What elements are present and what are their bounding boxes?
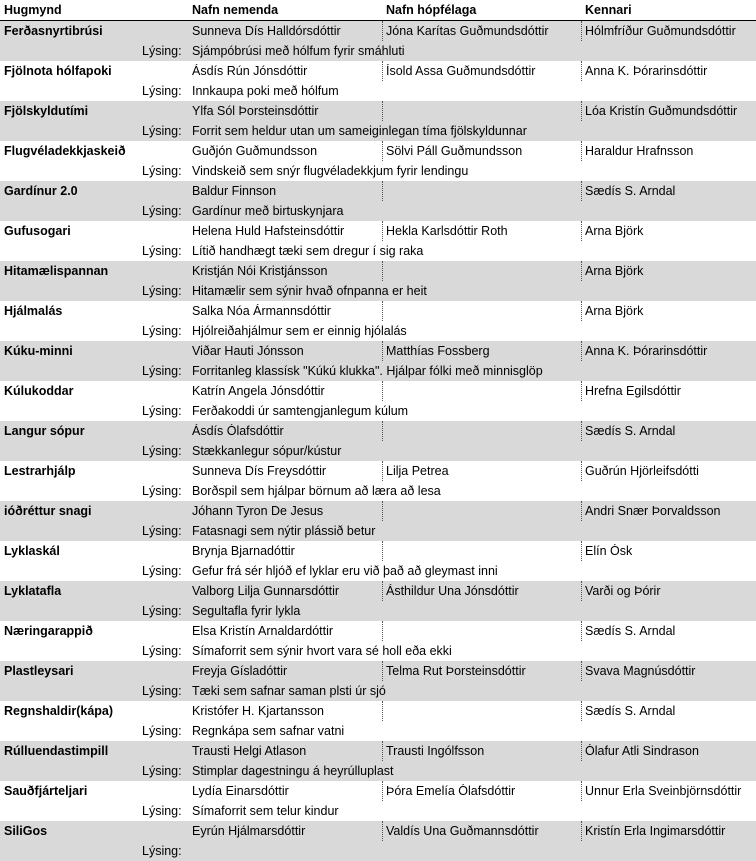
student-cell[interactable]: Kristján Nói Kristjánsson	[192, 264, 328, 278]
student-cell[interactable]: Jóhann Tyron De Jesus	[192, 504, 324, 518]
cell-divider	[581, 741, 582, 761]
cell-divider	[581, 61, 582, 81]
cell-divider	[382, 301, 383, 321]
student-cell[interactable]: Sunneva Dís Freysdóttir	[192, 464, 327, 478]
table-row	[0, 341, 756, 381]
cell-divider	[581, 341, 582, 361]
row-main	[0, 21, 756, 41]
cell-divider	[382, 261, 383, 281]
cell-divider	[581, 821, 582, 841]
student-cell[interactable]: Guðjón Guðmundsson	[192, 144, 318, 158]
row-description	[0, 601, 756, 621]
cell-divider	[581, 781, 582, 801]
row-description	[0, 561, 756, 581]
student-cell[interactable]: Trausti Helgi Atlason	[192, 744, 307, 758]
teacher-cell[interactable]: Varði og Þórir	[585, 584, 661, 598]
idea-cell[interactable]: Gufusogari	[4, 224, 71, 238]
teacher-cell[interactable]: Hrefna Egilsdóttir	[585, 384, 681, 398]
header-student: Nafn nemenda	[192, 3, 279, 17]
description-cell[interactable]: Forritanleg klassísk "Kúkú klukka". Hjálpar fólki með minnisglöp	[192, 364, 543, 378]
description-label: Lýsing:	[142, 684, 182, 698]
table-row	[0, 381, 756, 421]
table-row	[0, 501, 756, 541]
student-cell[interactable]: Viðar Hauti Jónsson	[192, 344, 304, 358]
row-description	[0, 41, 756, 61]
header-row	[0, 0, 756, 21]
idea-cell[interactable]: Lestrarhjálp	[4, 464, 76, 478]
description-label: Lýsing:	[142, 84, 182, 98]
cell-divider	[581, 381, 582, 401]
table-row	[0, 301, 756, 341]
cell-divider	[382, 461, 383, 481]
cell-divider	[581, 21, 582, 41]
description-cell[interactable]: Regnkápa sem safnar vatni	[192, 724, 345, 738]
idea-cell[interactable]: Rúlluendastimpill	[4, 744, 109, 758]
teacher-cell[interactable]: Arna Björk	[585, 304, 644, 318]
table-row	[0, 101, 756, 141]
row-description	[0, 801, 756, 821]
table-row	[0, 541, 756, 581]
idea-cell[interactable]: Ferðasnyrtibrúsi	[4, 24, 103, 38]
cell-divider	[581, 621, 582, 641]
idea-cell[interactable]: Kúlukoddar	[4, 384, 74, 398]
row-description	[0, 361, 756, 381]
cell-divider	[382, 61, 383, 81]
description-label: Lýsing:	[142, 244, 182, 258]
cell-divider	[581, 501, 582, 521]
row-description	[0, 281, 756, 301]
cell-divider	[581, 301, 582, 321]
description-cell[interactable]: Gefur frá sér hljóð ef lyklar eru við það að gleymast inni	[192, 564, 498, 578]
idea-cell[interactable]: Langur sópur	[4, 424, 85, 438]
idea-cell[interactable]: Gardínur 2.0	[4, 184, 78, 198]
student-cell[interactable]: Elsa Kristín Arnaldardóttir	[192, 624, 334, 638]
cell-divider	[581, 261, 582, 281]
row-description	[0, 401, 756, 421]
teacher-cell[interactable]: Svava Magnúsdóttir	[585, 664, 696, 678]
idea-cell[interactable]: Lyklatafla	[4, 584, 62, 598]
row-main	[0, 341, 756, 361]
student-cell[interactable]: Valborg Lilja Gunnarsdóttir	[192, 584, 340, 598]
row-main	[0, 461, 756, 481]
description-cell[interactable]: Tæki sem safnar saman plsti úr sjó	[192, 684, 386, 698]
cell-divider	[581, 141, 582, 161]
table-row	[0, 621, 756, 661]
idea-cell[interactable]: Flugvéladekkjaskeið	[4, 144, 126, 158]
row-main	[0, 141, 756, 161]
description-cell[interactable]: Borðspil sem hjálpar börnum að læra að lesa	[192, 484, 441, 498]
description-label: Lýsing:	[142, 484, 182, 498]
teacher-cell[interactable]: Sædís S. Arndal	[585, 184, 676, 198]
idea-cell[interactable]: Hjálmalás	[4, 304, 63, 318]
row-main	[0, 301, 756, 321]
cell-divider	[581, 421, 582, 441]
cell-divider	[581, 541, 582, 561]
description-label: Lýsing:	[142, 844, 182, 858]
teacher-cell[interactable]: Haraldur Hrafnsson	[585, 144, 694, 158]
idea-cell[interactable]: Fjölskyldutími	[4, 104, 89, 118]
row-main	[0, 381, 756, 401]
row-main	[0, 181, 756, 201]
group-cell[interactable]: Matthías Fossberg	[386, 344, 490, 358]
idea-cell[interactable]: Plastleysari	[4, 664, 74, 678]
table-row	[0, 701, 756, 741]
student-cell[interactable]: Ylfa Sól Þorsteinsdóttir	[192, 104, 319, 118]
idea-cell[interactable]: SiliGos	[4, 824, 48, 838]
student-cell[interactable]: Kristófer H. Kjartansson	[192, 704, 324, 718]
cell-divider	[382, 581, 383, 601]
description-label: Lýsing:	[142, 284, 182, 298]
idea-cell[interactable]: Næringarappið	[4, 624, 93, 638]
group-cell[interactable]: Ásthildur Una Jónsdóttir	[386, 584, 519, 598]
header-teacher: Kennari	[585, 3, 632, 17]
cell-divider	[382, 541, 383, 561]
group-cell[interactable]: Trausti Ingólfsson	[386, 744, 485, 758]
cell-divider	[382, 21, 383, 41]
description-label: Lýsing:	[142, 124, 182, 138]
cell-divider	[382, 101, 383, 121]
row-description	[0, 721, 756, 741]
teacher-cell[interactable]: Sædís S. Arndal	[585, 424, 676, 438]
student-cell[interactable]: Lydía Einarsdóttir	[192, 784, 289, 798]
description-cell[interactable]: Hjólreiðahjálmur sem er einnig hjólalás	[192, 324, 407, 338]
student-cell[interactable]: Eyrún Hjálmarsdóttir	[192, 824, 306, 838]
student-cell[interactable]: Salka Nóa Ármannsdóttir	[192, 304, 331, 318]
cell-divider	[581, 461, 582, 481]
teacher-cell[interactable]: Elín Ósk	[585, 544, 633, 558]
description-cell[interactable]: Stækkanlegur sópur/kústur	[192, 444, 342, 458]
cell-divider	[581, 221, 582, 241]
row-main	[0, 261, 756, 281]
cell-divider	[382, 181, 383, 201]
description-cell[interactable]: Forrit sem heldur utan um sameiginlegan tíma fjölskyldunnar	[192, 124, 527, 138]
row-description	[0, 121, 756, 141]
student-cell[interactable]: Sunneva Dís Halldórsdóttir	[192, 24, 341, 38]
cell-divider	[382, 341, 383, 361]
table-row	[0, 261, 756, 301]
row-description	[0, 481, 756, 501]
description-label: Lýsing:	[142, 364, 182, 378]
cell-divider	[382, 741, 383, 761]
row-main	[0, 741, 756, 761]
idea-cell[interactable]: Regnshaldir(kápa)	[4, 704, 114, 718]
description-cell[interactable]: Hitamælir sem sýnir hvað ofnpanna er heit	[192, 284, 427, 298]
description-cell[interactable]: Símaforrit sem telur kindur	[192, 804, 339, 818]
header-idea: Hugmynd	[4, 3, 62, 17]
table-row	[0, 821, 756, 861]
cell-divider	[382, 221, 383, 241]
cell-divider	[581, 701, 582, 721]
cell-divider	[382, 141, 383, 161]
description-cell[interactable]: Fatasnagi sem nýtir plássið betur	[192, 524, 376, 538]
table-row	[0, 781, 756, 821]
description-cell[interactable]: Gardínur með birtuskynjara	[192, 204, 344, 218]
idea-cell[interactable]: Sauðfjárteljari	[4, 784, 88, 798]
teacher-cell[interactable]: Sædís S. Arndal	[585, 624, 676, 638]
description-label: Lýsing:	[142, 724, 182, 738]
row-description	[0, 441, 756, 461]
teacher-cell[interactable]: Andri Snær Þorvaldsson	[585, 504, 721, 518]
row-main	[0, 621, 756, 641]
row-main	[0, 661, 756, 681]
description-cell[interactable]: Sjámpóbrúsi með hólfum fyrir smáhluti	[192, 44, 405, 58]
student-cell[interactable]: Brynja Bjarnadóttir	[192, 544, 295, 558]
group-cell[interactable]: Telma Rut Þorsteinsdóttir	[386, 664, 526, 678]
cell-divider	[581, 181, 582, 201]
cell-divider	[382, 781, 383, 801]
description-label: Lýsing:	[142, 604, 182, 618]
cell-divider	[382, 501, 383, 521]
row-main	[0, 781, 756, 801]
row-description	[0, 641, 756, 661]
description-label: Lýsing:	[142, 324, 182, 338]
table-body	[0, 21, 756, 861]
description-label: Lýsing:	[142, 564, 182, 578]
description-cell[interactable]: Segultafla fyrir lykla	[192, 604, 301, 618]
table-row	[0, 181, 756, 221]
description-label: Lýsing:	[142, 404, 182, 418]
cell-divider	[382, 701, 383, 721]
teacher-cell[interactable]: Guðrún Hjörleifsdótti	[585, 464, 699, 478]
teacher-cell[interactable]: Anna K. Þórarinsdóttir	[585, 344, 708, 358]
description-label: Lýsing:	[142, 524, 182, 538]
student-cell[interactable]: Baldur Finnson	[192, 184, 277, 198]
table-row	[0, 581, 756, 621]
row-main	[0, 501, 756, 521]
cell-divider	[382, 621, 383, 641]
group-cell[interactable]: Lilja Petrea	[386, 464, 449, 478]
group-cell[interactable]: Ísold Assa Guðmundsdóttir	[386, 64, 536, 78]
idea-cell[interactable]: Kúku-minni	[4, 344, 73, 358]
idea-cell[interactable]: ióðréttur snagi	[4, 504, 92, 518]
group-cell[interactable]: Jóna Karítas Guðmundsdóttir	[386, 24, 549, 38]
table-row	[0, 61, 756, 101]
student-cell[interactable]: Katrín Angela Jónsdóttir	[192, 384, 325, 398]
row-main	[0, 541, 756, 561]
row-main	[0, 221, 756, 241]
row-description	[0, 681, 756, 701]
row-main	[0, 421, 756, 441]
row-main	[0, 821, 756, 841]
teacher-cell[interactable]: Ólafur Atli Sindrason	[585, 744, 699, 758]
row-description	[0, 201, 756, 221]
description-cell[interactable]: Lítið handhægt tæki sem dregur í sig raka	[192, 244, 424, 258]
cell-divider	[382, 421, 383, 441]
teacher-cell[interactable]: Arna Björk	[585, 264, 644, 278]
row-description	[0, 241, 756, 261]
student-cell[interactable]: Ásdís Ólafsdóttir	[192, 424, 284, 438]
idea-cell[interactable]: Fjölnota hólfapoki	[4, 64, 112, 78]
table-row	[0, 421, 756, 461]
group-cell[interactable]: Þóra Emelía Ólafsdóttir	[386, 784, 516, 798]
student-cell[interactable]: Ásdís Rún Jónsdóttir	[192, 64, 308, 78]
row-main	[0, 101, 756, 121]
table-row	[0, 461, 756, 501]
teacher-cell[interactable]: Anna K. Þórarinsdóttir	[585, 64, 708, 78]
row-description	[0, 81, 756, 101]
cell-divider	[382, 821, 383, 841]
table-row	[0, 21, 756, 61]
group-cell[interactable]: Sölvi Páll Guðmundsson	[386, 144, 523, 158]
group-cell[interactable]: Valdís Una Guðmannsdóttir	[386, 824, 539, 838]
description-cell[interactable]: Innkaupa poki með hólfum	[192, 84, 339, 98]
teacher-cell[interactable]: Kristín Erla Ingimarsdóttir	[585, 824, 726, 838]
description-cell[interactable]: Símaforrit sem sýnir hvort vara sé holl eða ekki	[192, 644, 452, 658]
header-group: Nafn hópfélaga	[386, 3, 477, 17]
cell-divider	[581, 661, 582, 681]
description-label: Lýsing:	[142, 804, 182, 818]
row-description	[0, 321, 756, 341]
description-label: Lýsing:	[142, 444, 182, 458]
group-cell[interactable]: Hekla Karlsdóttir Roth	[386, 224, 508, 238]
teacher-cell[interactable]: Arna Björk	[585, 224, 644, 238]
description-label: Lýsing:	[142, 644, 182, 658]
cell-divider	[382, 381, 383, 401]
cell-divider	[382, 661, 383, 681]
description-label: Lýsing:	[142, 764, 182, 778]
teacher-cell[interactable]: Lóa Kristín Guðmundsdóttir	[585, 104, 738, 118]
teacher-cell[interactable]: Hólmfríður Guðmundsdóttir	[585, 24, 736, 38]
row-main	[0, 701, 756, 721]
row-main	[0, 61, 756, 81]
student-cell[interactable]: Freyja Gísladóttir	[192, 664, 288, 678]
description-label: Lýsing:	[142, 164, 182, 178]
description-cell[interactable]: Ferðakoddi úr samtengjanlegum kúlum	[192, 404, 409, 418]
table-row	[0, 221, 756, 261]
idea-cell[interactable]: Hitamælispannan	[4, 264, 109, 278]
table-row	[0, 741, 756, 781]
teacher-cell[interactable]: Sædís S. Arndal	[585, 704, 676, 718]
row-description	[0, 841, 756, 861]
row-description	[0, 161, 756, 181]
table-row	[0, 141, 756, 181]
row-description	[0, 521, 756, 541]
description-label: Lýsing:	[142, 44, 182, 58]
row-description	[0, 761, 756, 781]
cell-divider	[581, 101, 582, 121]
idea-cell[interactable]: Lyklaskál	[4, 544, 60, 558]
description-cell[interactable]: Stimplar dagestningu á heyrúlluplast	[192, 764, 394, 778]
cell-divider	[581, 581, 582, 601]
student-cell[interactable]: Helena Huld Hafsteinsdóttir	[192, 224, 345, 238]
teacher-cell[interactable]: Unnur Erla Sveinbjörnsdóttir	[585, 784, 742, 798]
description-label: Lýsing:	[142, 204, 182, 218]
row-main	[0, 581, 756, 601]
table-row	[0, 661, 756, 701]
description-cell[interactable]: Vindskeið sem snýr flugvéladekkjum fyrir lendingu	[192, 164, 469, 178]
